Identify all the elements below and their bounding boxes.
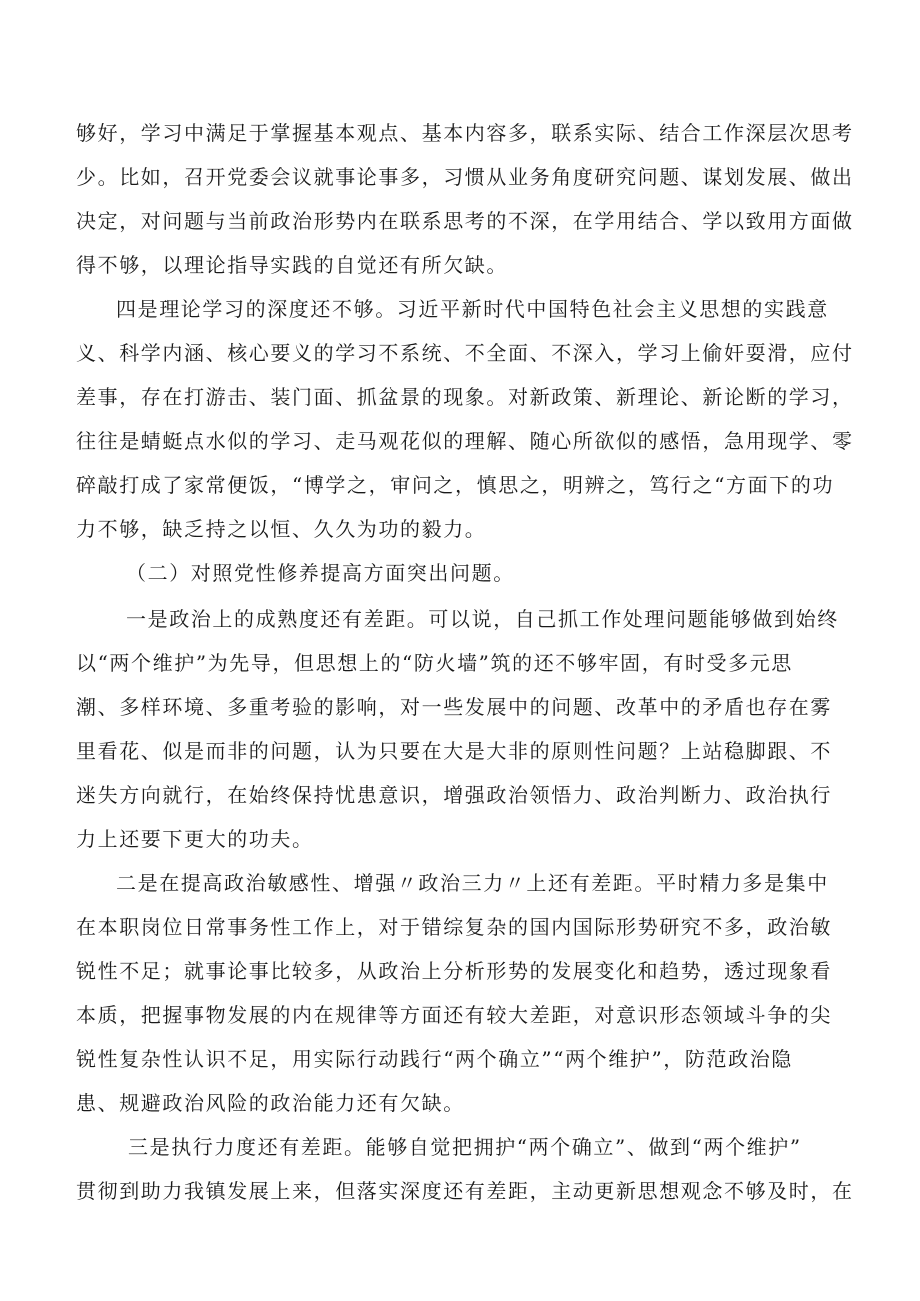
text-line: 患、规避政治风险的政治能力还有欠缺。 xyxy=(76,1091,465,1115)
text-line: 二是在提高政治敏感性、增强〃政治三力〃上还有差距。平时精力多是集中 xyxy=(116,871,829,895)
text-line: 少。比如，召开党委会议就事论事多，习惯从业务角度研究问题、谋划发展、做出 xyxy=(76,165,854,189)
text-line: 里看花、似是而非的问题，认为只要在大是大非的原则性问题？上站稳脚跟、不 xyxy=(76,739,832,763)
section-heading: （二）对照党性修养提高方面突出问题。 xyxy=(126,561,515,585)
text-line: 够好，学习中满足于掌握基本观点、基本内容多，联系实际、结合工作深层次思考 xyxy=(76,121,854,145)
text-line: 差事，存在打游击、装门面、抓盆景的现象。对新政策、新理论、新论断的学习， xyxy=(76,385,854,409)
text-line: 得不够，以理论指导实践的自觉还有所欠缺。 xyxy=(76,253,508,277)
text-line: 锐性复杂性认识不足，用实际行动践行“两个确立”“两个维护”，防范政治隐 xyxy=(76,1047,793,1071)
text-line: 力不够，缺乏持之以恒、久久为功的毅力。 xyxy=(76,517,487,541)
text-line: 潮、多样环境、多重考验的影响，对一些发展中的问题、改革中的矛盾也存在雾 xyxy=(76,695,832,719)
text-line: 迷失方向就行，在始终保持忧患意识，增强政治领悟力、政治判断力、政治执行 xyxy=(76,783,832,807)
text-line: 往往是蜻蜓点水似的学习、走马观花似的理解、随心所欲似的感悟，急用现学、零 xyxy=(76,429,854,453)
text-line: 三是执行力度还有差距。能够自觉把拥护“两个确立”、做到“两个维护” xyxy=(128,1135,802,1159)
text-line: 贯彻到助力我镇发展上来，但落实深度还有差距，主动更新思想观念不够及时，在 xyxy=(76,1179,854,1203)
text-line: 一是政治上的成熟度还有差距。可以说，自己抓工作处理问题能够做到始终 xyxy=(126,607,839,631)
text-line: 以“两个维护”为先导，但思想上的“防火墙”筑的还不够牢固，有时受多元思 xyxy=(76,651,793,675)
text-line: 在本职岗位日常事务性工作上，对于错综复杂的国内国际形势研究不多，政治敏 xyxy=(76,915,832,939)
text-line: 决定，对问题与当前政治形势内在联系思考的不深，在学用结合、学以致用方面做 xyxy=(76,209,854,233)
text-line: 本质，把握事物发展的内在规律等方面还有较大差距，对意识形态领域斗争的尖 xyxy=(76,1003,832,1027)
text-line: 义、科学内涵、核心要义的学习不系统、不全面、不深入，学习上偷奸耍滑，应付 xyxy=(76,341,854,365)
text-line: 碎敲打成了家常便饭，“博学之，审问之，慎思之，明辨之，笃行之“方面下的功 xyxy=(76,473,835,497)
text-line: 四是理论学习的深度还不够。习近平新时代中国特色社会主义思想的实践意 xyxy=(116,297,829,321)
text-line: 力上还要下更大的功夫。 xyxy=(76,827,314,851)
text-line: 锐性不足；就事论事比较多，从政治上分析形势的发展变化和趋势，透过现象看 xyxy=(76,959,832,983)
